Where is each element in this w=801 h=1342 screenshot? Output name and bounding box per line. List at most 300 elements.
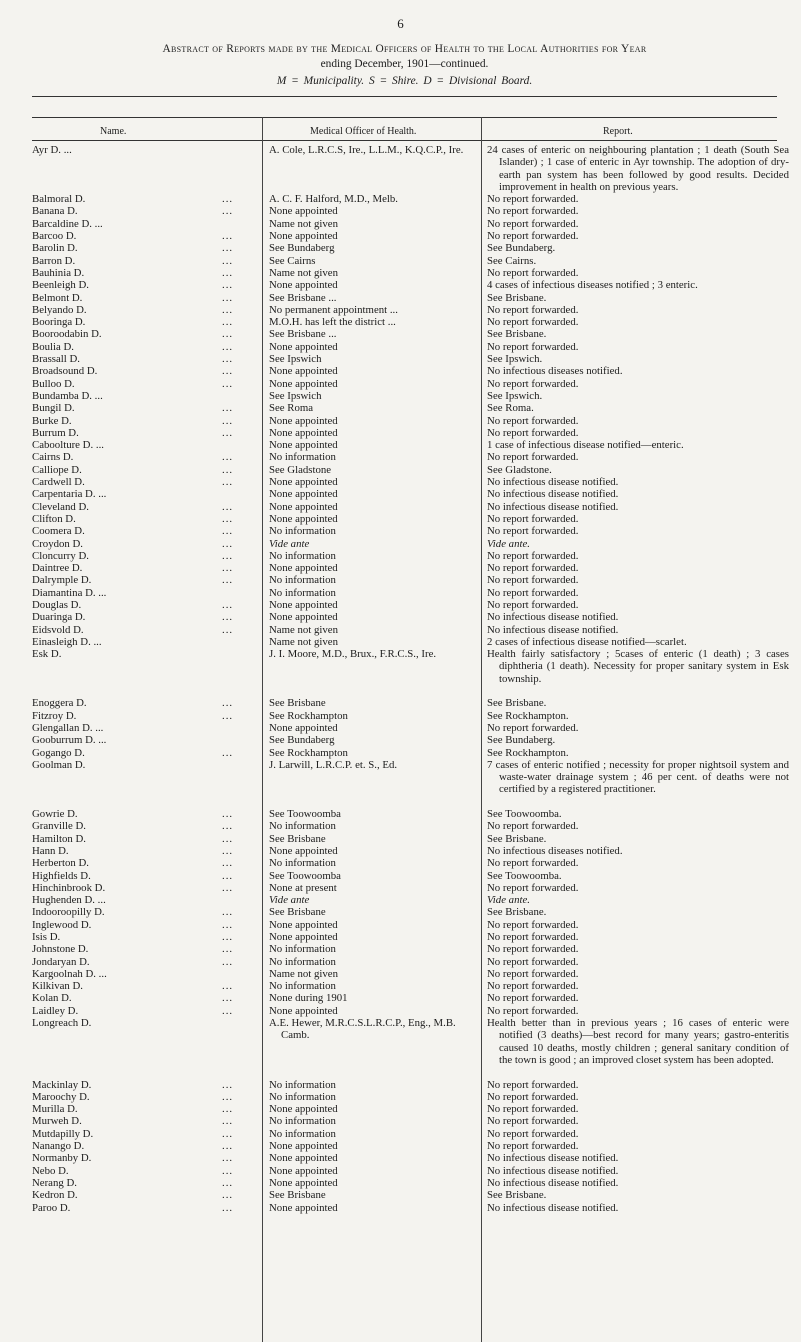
row-officer: Vide ante bbox=[269, 537, 310, 550]
row-officer: See Gladstone bbox=[269, 463, 332, 476]
leader-dots: ... bbox=[222, 266, 234, 279]
row-officer: Name not given bbox=[269, 623, 338, 636]
table-row bbox=[32, 341, 777, 353]
column-header-report: Report. bbox=[603, 126, 633, 137]
row-report: 24 cases of enteric on neighbouring plantation ; 1 death (South Sea Islander) ; 1 case of enteric in Ayr township. The adoption of dry-earth pan system has been followed by good results. Decided improvement in health on previous years. bbox=[487, 144, 789, 193]
row-officer: No information bbox=[269, 955, 336, 968]
row-report: See Brisbane. bbox=[487, 291, 547, 304]
table-row bbox=[32, 845, 777, 857]
table-row bbox=[32, 943, 777, 955]
table-row bbox=[32, 1128, 777, 1140]
row-officer: None appointed bbox=[269, 1201, 338, 1214]
table-row bbox=[32, 550, 777, 562]
leader-dots: ... bbox=[222, 377, 234, 390]
row-officer: A.E. Hewer, M.R.C.S.L.R.C.P., Eng., M.B. Camb. bbox=[269, 1017, 456, 1042]
row-report: No report forwarded. bbox=[487, 881, 579, 894]
row-report: See Ipswich. bbox=[487, 353, 543, 366]
row-name: Kilkivan D. bbox=[32, 980, 83, 993]
table-row bbox=[32, 328, 777, 340]
leader-dots: ... bbox=[222, 1090, 234, 1103]
leader-dots: ... bbox=[222, 230, 234, 243]
row-name: Paroo D. bbox=[32, 1201, 71, 1214]
row-officer: No information bbox=[269, 549, 336, 562]
leader-dots: ... bbox=[222, 426, 234, 439]
row-name: Barolin D. bbox=[32, 242, 78, 255]
row-name: Mackinlay D. bbox=[32, 1078, 92, 1091]
row-officer: None appointed bbox=[269, 1140, 338, 1153]
leader-dots: ... bbox=[222, 537, 234, 550]
row-name: Burke D. bbox=[32, 414, 72, 427]
row-report: See Toowoomba. bbox=[487, 808, 562, 821]
table-row bbox=[32, 292, 777, 304]
row-report: No report forwarded. bbox=[487, 820, 579, 833]
leader-dots: ... bbox=[222, 476, 234, 489]
leader-dots: ... bbox=[222, 844, 234, 857]
row-report: See Brisbane. bbox=[487, 697, 547, 710]
row-officer: No information bbox=[269, 943, 336, 956]
row-name: Herberton D. bbox=[32, 857, 89, 870]
leader-dots: ... bbox=[222, 279, 234, 292]
row-name: Hamilton D. bbox=[32, 832, 86, 845]
table-row bbox=[32, 1017, 789, 1079]
table-row bbox=[32, 574, 777, 586]
row-name: Barcoo D. bbox=[32, 230, 77, 243]
row-officer: None appointed bbox=[269, 414, 338, 427]
row-report: See Brisbane. bbox=[487, 832, 547, 845]
table-row bbox=[32, 1177, 777, 1189]
row-report: No report forwarded. bbox=[487, 1090, 579, 1103]
row-report: No report forwarded. bbox=[487, 451, 579, 464]
table-row bbox=[32, 931, 777, 943]
leader-dots: ... bbox=[222, 254, 234, 267]
table-row bbox=[32, 488, 777, 500]
row-report: No infectious disease notified. bbox=[487, 500, 619, 513]
row-officer: None appointed bbox=[269, 365, 338, 378]
table-row bbox=[32, 882, 777, 894]
row-officer: None appointed bbox=[269, 721, 338, 734]
leader-dots: ... bbox=[222, 931, 234, 943]
row-report: No report forwarded. bbox=[487, 340, 579, 353]
table-row bbox=[32, 427, 777, 439]
row-report: No report forwarded. bbox=[487, 303, 579, 316]
row-name: Kargoolnah D. ... bbox=[32, 967, 107, 980]
row-report: Vide ante. bbox=[487, 894, 530, 907]
table-row bbox=[32, 906, 777, 918]
leader-dots: ... bbox=[222, 193, 234, 206]
table-row bbox=[32, 611, 777, 623]
row-officer: See Brisbane bbox=[269, 1189, 326, 1202]
row-name: Calliope D. bbox=[32, 463, 82, 476]
leader-dots: ... bbox=[222, 906, 234, 919]
row-report: No report forwarded. bbox=[487, 721, 579, 734]
row-name: Cardwell D. bbox=[32, 476, 85, 489]
table-row bbox=[32, 1091, 777, 1103]
leader-dots: ... bbox=[222, 808, 234, 821]
row-name: Goolman D. bbox=[32, 758, 86, 771]
leader-dots: ... bbox=[222, 992, 234, 1005]
table-row bbox=[32, 1189, 777, 1201]
row-report: 1 case of infectious disease notified—enteric. bbox=[487, 439, 684, 452]
leader-dots: ... bbox=[222, 980, 234, 993]
row-name: Enoggera D. bbox=[32, 697, 87, 710]
row-name: Croydon D. bbox=[32, 537, 83, 550]
row-name: Brassall D. bbox=[32, 353, 80, 366]
table-row bbox=[32, 193, 777, 205]
row-report: No infectious disease notified. bbox=[487, 1201, 619, 1214]
row-name: Ayr D. ... bbox=[32, 144, 72, 156]
leader-dots: ... bbox=[222, 820, 234, 833]
table-row bbox=[32, 1005, 777, 1017]
row-report: No report forwarded. bbox=[487, 967, 579, 980]
table-row bbox=[32, 648, 789, 697]
table-row bbox=[32, 697, 777, 709]
row-report: 2 cases of infectious disease notified—scarlet. bbox=[487, 635, 687, 648]
leader-dots: ... bbox=[222, 242, 234, 255]
leader-dots: ... bbox=[222, 881, 234, 894]
row-name: Gowrie D. bbox=[32, 808, 78, 821]
row-report: No report forwarded. bbox=[487, 943, 579, 956]
row-officer: None appointed bbox=[269, 439, 338, 452]
row-name: Belyando D. bbox=[32, 303, 87, 316]
table-row bbox=[32, 734, 777, 746]
table-row bbox=[32, 218, 777, 230]
table-row bbox=[32, 390, 777, 402]
leader-dots: ... bbox=[222, 340, 234, 353]
table-row bbox=[32, 624, 777, 636]
table-row bbox=[32, 1103, 777, 1115]
row-name: Kedron D. bbox=[32, 1189, 78, 1202]
row-name: Mutdapilly D. bbox=[32, 1127, 94, 1140]
row-officer: None appointed bbox=[269, 1103, 338, 1116]
row-officer: None appointed bbox=[269, 611, 338, 624]
header-rule bbox=[32, 96, 777, 97]
row-officer: See Roma bbox=[269, 402, 314, 415]
leader-dots: ... bbox=[222, 365, 234, 378]
row-name: Esk D. bbox=[32, 648, 62, 661]
row-name: Gooburrum D. ... bbox=[32, 734, 107, 747]
table-row bbox=[32, 980, 777, 992]
row-officer: No information bbox=[269, 857, 336, 870]
table-row bbox=[32, 820, 777, 832]
table-row bbox=[32, 1115, 777, 1127]
leader-dots: ... bbox=[222, 205, 234, 218]
row-report: No report forwarded. bbox=[487, 414, 579, 427]
leader-dots: ... bbox=[222, 943, 234, 956]
row-name: Cairns D. bbox=[32, 451, 74, 464]
row-name: Highfields D. bbox=[32, 869, 91, 882]
row-name: Kolan D. bbox=[32, 992, 72, 1005]
table-row bbox=[32, 525, 777, 537]
row-officer: None appointed bbox=[269, 488, 338, 501]
leader-dots: ... bbox=[222, 1201, 234, 1214]
leader-dots: ... bbox=[222, 525, 234, 538]
row-officer: No information bbox=[269, 980, 336, 993]
row-name: Indooroopilly D. bbox=[32, 906, 105, 919]
page-number: 6 bbox=[397, 16, 404, 31]
row-officer: None appointed bbox=[269, 1152, 338, 1165]
row-name: Jondaryan D. bbox=[32, 955, 90, 968]
row-officer: None appointed bbox=[269, 476, 338, 489]
leader-dots: ... bbox=[222, 512, 234, 525]
table-row bbox=[32, 378, 777, 390]
header-rule-top bbox=[32, 117, 777, 118]
leader-dots: ... bbox=[222, 746, 234, 759]
leader-dots: ... bbox=[222, 562, 234, 575]
row-officer: Vide ante bbox=[269, 894, 310, 907]
row-report: No report forwarded. bbox=[487, 562, 579, 575]
row-officer: None appointed bbox=[269, 598, 338, 611]
row-report: Health fairly satisfactory ; 5cases of enteric (1 death) ; 3 cases diphtheria (1 death). Necessity for proper sanitary system in Esk township. bbox=[487, 648, 789, 685]
row-officer: See Brisbane bbox=[269, 832, 326, 845]
table-row bbox=[32, 255, 777, 267]
table-row bbox=[32, 415, 777, 427]
table-row bbox=[32, 722, 777, 734]
row-report: No report forwarded. bbox=[487, 992, 579, 1005]
row-name: Hann D. bbox=[32, 844, 69, 857]
row-officer: None appointed bbox=[269, 512, 338, 525]
row-officer: See Brisbane ... bbox=[269, 328, 337, 341]
row-name: Bulloo D. bbox=[32, 377, 75, 390]
row-report: No infectious disease notified. bbox=[487, 1152, 619, 1165]
leader-dots: ... bbox=[222, 414, 234, 427]
row-name: Nebo D. bbox=[32, 1164, 69, 1177]
row-report: No infectious disease notified. bbox=[487, 611, 619, 624]
row-name: Daintree D. bbox=[32, 562, 83, 575]
leader-dots: ... bbox=[222, 1078, 234, 1091]
table-row bbox=[32, 538, 777, 550]
row-report: No report forwarded. bbox=[487, 1140, 579, 1153]
row-name: Eidsvold D. bbox=[32, 623, 84, 636]
leader-dots: ... bbox=[222, 1115, 234, 1128]
row-name: Belmont D. bbox=[32, 291, 83, 304]
row-officer: Name not given bbox=[269, 266, 338, 279]
row-name: Barron D. bbox=[32, 254, 76, 267]
table-row bbox=[32, 562, 777, 574]
table-row bbox=[32, 808, 777, 820]
table-row bbox=[32, 636, 777, 648]
header-rule-bottom bbox=[32, 140, 777, 141]
row-officer: J. I. Moore, M.D., Brux., F.R.C.S., Ire. bbox=[269, 648, 437, 661]
table-row bbox=[32, 747, 777, 759]
row-report: See Roma. bbox=[487, 402, 534, 415]
leader-dots: ... bbox=[222, 623, 234, 636]
row-report: See Rockhampton. bbox=[487, 746, 569, 759]
leader-dots: ... bbox=[222, 955, 234, 968]
title-line-1: Abstract of Reports made by the Medical Officers of Health to the Local Authorities for Year bbox=[162, 43, 647, 55]
row-officer: A. Cole, L.R.C.S, Ire., L.L.M., K.Q.C.P., Ire. bbox=[269, 144, 464, 156]
row-officer: None appointed bbox=[269, 931, 338, 943]
reports-table bbox=[32, 144, 789, 1214]
row-report: See Brisbane. bbox=[487, 906, 547, 919]
row-officer: None appointed bbox=[269, 918, 338, 931]
leader-dots: ... bbox=[222, 1127, 234, 1140]
row-officer: None appointed bbox=[269, 426, 338, 439]
row-name: Bungil D. bbox=[32, 402, 75, 415]
table-row bbox=[32, 144, 789, 193]
row-officer: M.O.H. has left the district ... bbox=[269, 316, 396, 329]
table-row bbox=[32, 710, 777, 722]
row-officer: See Bundaberg bbox=[269, 734, 335, 747]
row-officer: See Bundaberg bbox=[269, 242, 335, 255]
row-report: See Bundaberg. bbox=[487, 734, 556, 747]
table-row bbox=[32, 870, 777, 882]
row-name: Isis D. bbox=[32, 931, 61, 943]
row-report: No report forwarded. bbox=[487, 598, 579, 611]
row-officer: None appointed bbox=[269, 844, 338, 857]
leader-dots: ... bbox=[222, 1004, 234, 1017]
row-report: See Ipswich. bbox=[487, 389, 543, 402]
row-report: Health better than in previous years ; 16 cases of enteric were notified (3 deaths)—best record for many years; gastro-enteritis caused 10 deaths, mostly children ; general sanitary condition of the town is good ; an improved closet system has been adopted. bbox=[487, 1017, 789, 1066]
row-name: Murweh D. bbox=[32, 1115, 82, 1128]
row-name: Cleveland D. bbox=[32, 500, 89, 513]
row-officer: No information bbox=[269, 820, 336, 833]
table-row bbox=[32, 439, 777, 451]
row-report: Vide ante. bbox=[487, 537, 530, 550]
row-report: See Bundaberg. bbox=[487, 242, 556, 255]
row-report: No report forwarded. bbox=[487, 955, 579, 968]
row-report: See Rockhampton. bbox=[487, 709, 569, 722]
row-officer: None appointed bbox=[269, 279, 338, 292]
row-name: Balmoral D. bbox=[32, 193, 86, 206]
row-officer: No information bbox=[269, 1127, 336, 1140]
row-report: See Cairns. bbox=[487, 254, 537, 267]
row-officer: See Cairns bbox=[269, 254, 316, 267]
row-name: Carpentaria D. ... bbox=[32, 488, 107, 501]
row-report: No report forwarded. bbox=[487, 980, 579, 993]
row-name: Booroodabin D. bbox=[32, 328, 102, 341]
table-row bbox=[32, 968, 777, 980]
row-report: No infectious disease notified. bbox=[487, 476, 619, 489]
row-officer: Name not given bbox=[269, 217, 338, 230]
row-officer: None appointed bbox=[269, 1164, 338, 1177]
table-row bbox=[32, 992, 777, 1004]
row-report: No report forwarded. bbox=[487, 857, 579, 870]
row-name: Glengallan D. ... bbox=[32, 721, 104, 734]
row-report: No infectious diseases notified. bbox=[487, 365, 623, 378]
table-row bbox=[32, 501, 777, 513]
table-row bbox=[32, 1202, 777, 1214]
row-officer: No information bbox=[269, 574, 336, 587]
row-report: No report forwarded. bbox=[487, 1078, 579, 1091]
row-officer: None appointed bbox=[269, 377, 338, 390]
row-name: Broadsound D. bbox=[32, 365, 98, 378]
row-name: Coomera D. bbox=[32, 525, 85, 538]
row-officer: None appointed bbox=[269, 230, 338, 243]
row-report: No report forwarded. bbox=[487, 525, 579, 538]
table-row bbox=[32, 402, 777, 414]
table-row bbox=[32, 919, 777, 931]
row-report: No report forwarded. bbox=[487, 377, 579, 390]
leader-dots: ... bbox=[222, 1152, 234, 1165]
leader-dots: ... bbox=[222, 1164, 234, 1177]
row-name: Hughenden D. ... bbox=[32, 894, 106, 907]
row-name: Hinchinbrook D. bbox=[32, 881, 106, 894]
row-name: Barcaldine D. ... bbox=[32, 217, 103, 230]
leader-dots: ... bbox=[222, 697, 234, 710]
leader-dots: ... bbox=[222, 1103, 234, 1116]
row-officer: No information bbox=[269, 1078, 336, 1091]
row-report: No report forwarded. bbox=[487, 918, 579, 931]
leader-dots: ... bbox=[222, 869, 234, 882]
row-officer: None appointed bbox=[269, 340, 338, 353]
row-report: No report forwarded. bbox=[487, 205, 579, 218]
row-name: Granville D. bbox=[32, 820, 86, 833]
row-report: See Gladstone. bbox=[487, 463, 552, 476]
table-row bbox=[32, 1152, 777, 1164]
row-report: No infectious disease notified. bbox=[487, 1164, 619, 1177]
legend: M = Municipality. S = Shire. D = Divisional Board. bbox=[276, 75, 533, 87]
row-name: Normanby D. bbox=[32, 1152, 92, 1165]
row-name: Dalrymple D. bbox=[32, 574, 92, 587]
row-officer: Name not given bbox=[269, 967, 338, 980]
table-row bbox=[32, 894, 777, 906]
row-report: No report forwarded. bbox=[487, 230, 579, 243]
table-row bbox=[32, 304, 777, 316]
leader-dots: ... bbox=[222, 1189, 234, 1202]
row-name: Cloncurry D. bbox=[32, 549, 89, 562]
table-row bbox=[32, 230, 777, 242]
row-name: Gogango D. bbox=[32, 746, 85, 759]
row-report: No report forwarded. bbox=[487, 316, 579, 329]
leader-dots: ... bbox=[222, 451, 234, 464]
table-row bbox=[32, 956, 777, 968]
row-report: No report forwarded. bbox=[487, 193, 579, 206]
row-report: No report forwarded. bbox=[487, 586, 579, 599]
row-report: See Toowoomba. bbox=[487, 869, 562, 882]
row-officer: Name not given bbox=[269, 635, 338, 648]
row-officer: See Brisbane bbox=[269, 906, 326, 919]
row-name: Maroochy D. bbox=[32, 1090, 90, 1103]
row-name: Clifton D. bbox=[32, 512, 76, 525]
leader-dots: ... bbox=[222, 328, 234, 341]
leader-dots: ... bbox=[222, 353, 234, 366]
table-row bbox=[32, 279, 777, 291]
row-report: No report forwarded. bbox=[487, 931, 579, 943]
table-row bbox=[32, 464, 777, 476]
row-report: No report forwarded. bbox=[487, 549, 579, 562]
row-name: Caboolture D. ... bbox=[32, 439, 104, 452]
row-officer: None appointed bbox=[269, 205, 338, 218]
row-report: 7 cases of enteric notified ; necessity for proper nightsoil system and waste-water drainage system ; 46 per cent. of deaths were not certified by a registered practitioner. bbox=[487, 758, 789, 796]
table-row bbox=[32, 833, 777, 845]
row-officer: None during 1901 bbox=[269, 992, 348, 1005]
row-name: Fitzroy D. bbox=[32, 709, 77, 722]
row-report: See Brisbane. bbox=[487, 328, 547, 341]
row-name: Bauhinia D. bbox=[32, 266, 85, 279]
leader-dots: ... bbox=[222, 574, 234, 587]
row-report: No infectious disease notified. bbox=[487, 1176, 619, 1189]
row-officer: J. Larwill, L.R.C.P. et. S., Ed. bbox=[269, 758, 398, 771]
row-name: Murilla D. bbox=[32, 1103, 78, 1116]
row-report: No report forwarded. bbox=[487, 1115, 579, 1128]
table-row bbox=[32, 587, 777, 599]
row-report: No report forwarded. bbox=[487, 512, 579, 525]
row-name: Beenleigh D. bbox=[32, 279, 89, 292]
row-report: No report forwarded. bbox=[487, 1127, 579, 1140]
row-name: Nerang D. bbox=[32, 1176, 77, 1189]
row-name: Nanango D. bbox=[32, 1140, 85, 1153]
row-officer: See Ipswich bbox=[269, 389, 322, 402]
table-row bbox=[32, 857, 777, 869]
row-report: No report forwarded. bbox=[487, 266, 579, 279]
table-row bbox=[32, 476, 777, 488]
table-row bbox=[32, 1079, 777, 1091]
row-report: No report forwarded. bbox=[487, 217, 579, 230]
row-officer: No permanent appointment ... bbox=[269, 303, 398, 316]
row-name: Boulia D. bbox=[32, 340, 74, 353]
table-row bbox=[32, 242, 777, 254]
row-name: Johnstone D. bbox=[32, 943, 89, 956]
